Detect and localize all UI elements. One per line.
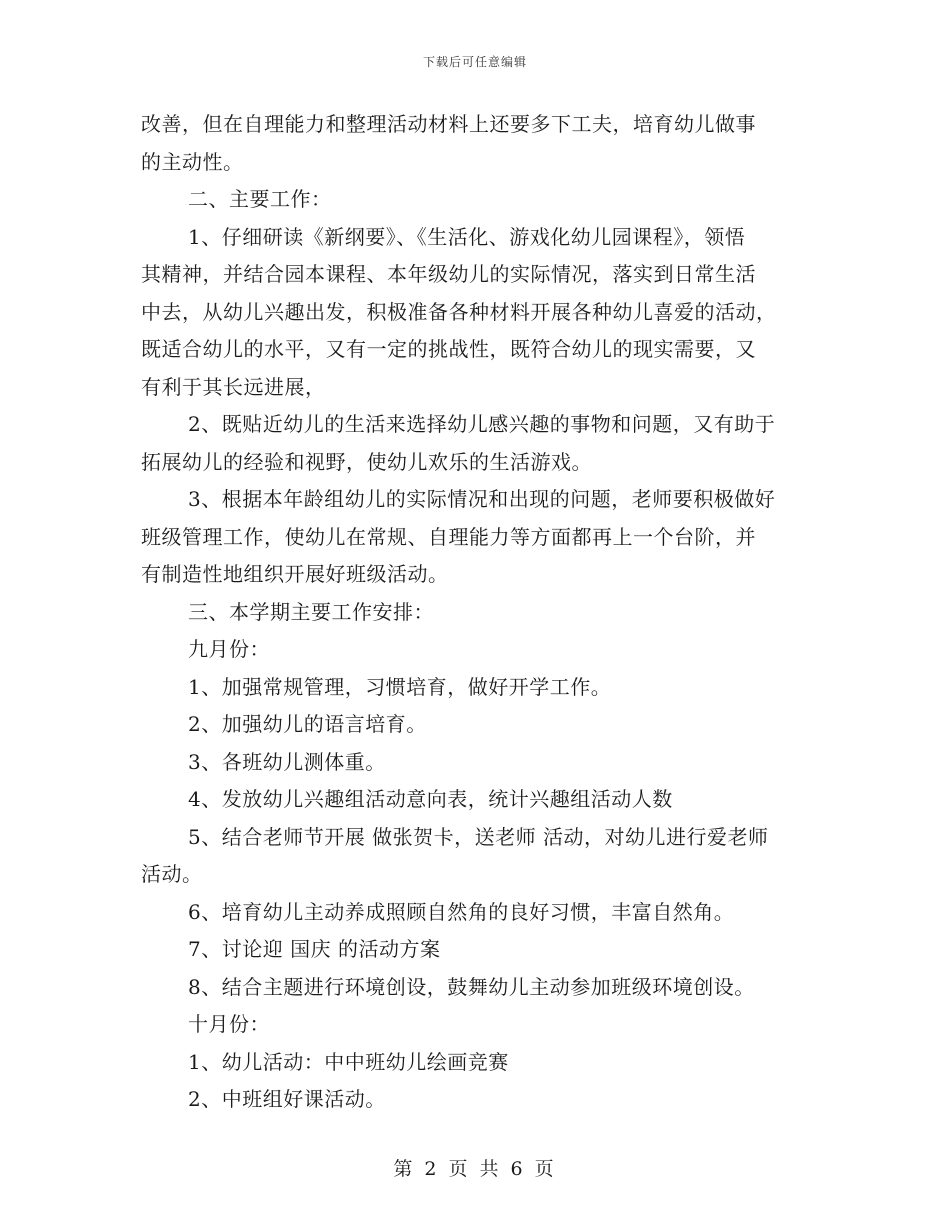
document-body	[141, 106, 811, 1119]
text-line: 班级管理工作，使幼儿在常规、自理能力等方面都再上一个台阶，并	[141, 524, 756, 549]
text-line: 的主动性。	[141, 149, 244, 174]
text-line: 拓展幼儿的经验和视野，使幼儿欢乐的生活游戏。	[141, 449, 592, 474]
text-line: 中去，从幼儿兴趣出发，积极准备各种材料开展各种幼儿喜爱的活动，	[141, 299, 777, 324]
month-heading: 九月份：	[188, 637, 270, 661]
list-item: 2、中班组好课活动。	[188, 1087, 386, 1111]
page-number: 第 2 页 共 6 页	[393, 1158, 557, 1180]
text-line: 2、既贴近幼儿的生活来选择幼儿感兴趣的事物和问题，又有助于	[188, 412, 776, 436]
list-item: 7、讨论迎 国庆 的活动方案	[188, 937, 441, 961]
text-line: 改善，但在自理能力和整理活动材料上还要多下工夫，培育幼儿做事	[141, 112, 756, 136]
list-item: 8、结合主题进行环境创设，鼓舞幼儿主动参加班级环境创设。	[188, 974, 755, 999]
section-heading: 三、本学期主要工作安排：	[188, 599, 434, 624]
month-heading: 十月份：	[188, 1012, 270, 1036]
text-line: 其精神，并结合园本课程、本年级幼儿的实际情况，落实到日常生活	[141, 262, 756, 286]
text-line: 有利于其长远进展，	[141, 374, 326, 399]
list-item: 5、结合老师节开展 做张贺卡，送老师 活动，对幼儿进行爱老师	[188, 824, 769, 849]
text-line: 有制造性地组织开展好班级活动。	[141, 562, 449, 586]
list-item: 2、加强幼儿的语言培育。	[188, 712, 427, 736]
text-line: 既适合幼儿的水平，又有一定的挑战性，既符合幼儿的现实需要，又	[141, 337, 756, 361]
section-heading: 二、主要工作：	[188, 187, 332, 211]
list-item: 6、培育幼儿主动养成照顾自然角的良好习惯，丰富自然角。	[188, 899, 735, 924]
text-line: 活动。	[141, 862, 203, 886]
page-header: 下载后可任意编辑	[422, 55, 527, 69]
list-item: 4、发放幼儿兴趣组活动意向表，统计兴趣组活动人数	[188, 787, 673, 811]
text-line: 1、仔细研读《新纲要》、《生活化、游戏化幼儿园课程》，领悟	[188, 224, 746, 249]
list-item: 3、各班幼儿测体重。	[188, 749, 386, 774]
list-item: 1、加强常规管理，习惯培育，做好开学工作。	[188, 674, 612, 699]
list-item: 1、幼儿活动：中中班幼儿绘画竞赛	[188, 1049, 509, 1074]
text-line: 3、根据本年龄组幼儿的实际情况和出现的问题，老师要积极做好	[188, 487, 776, 511]
